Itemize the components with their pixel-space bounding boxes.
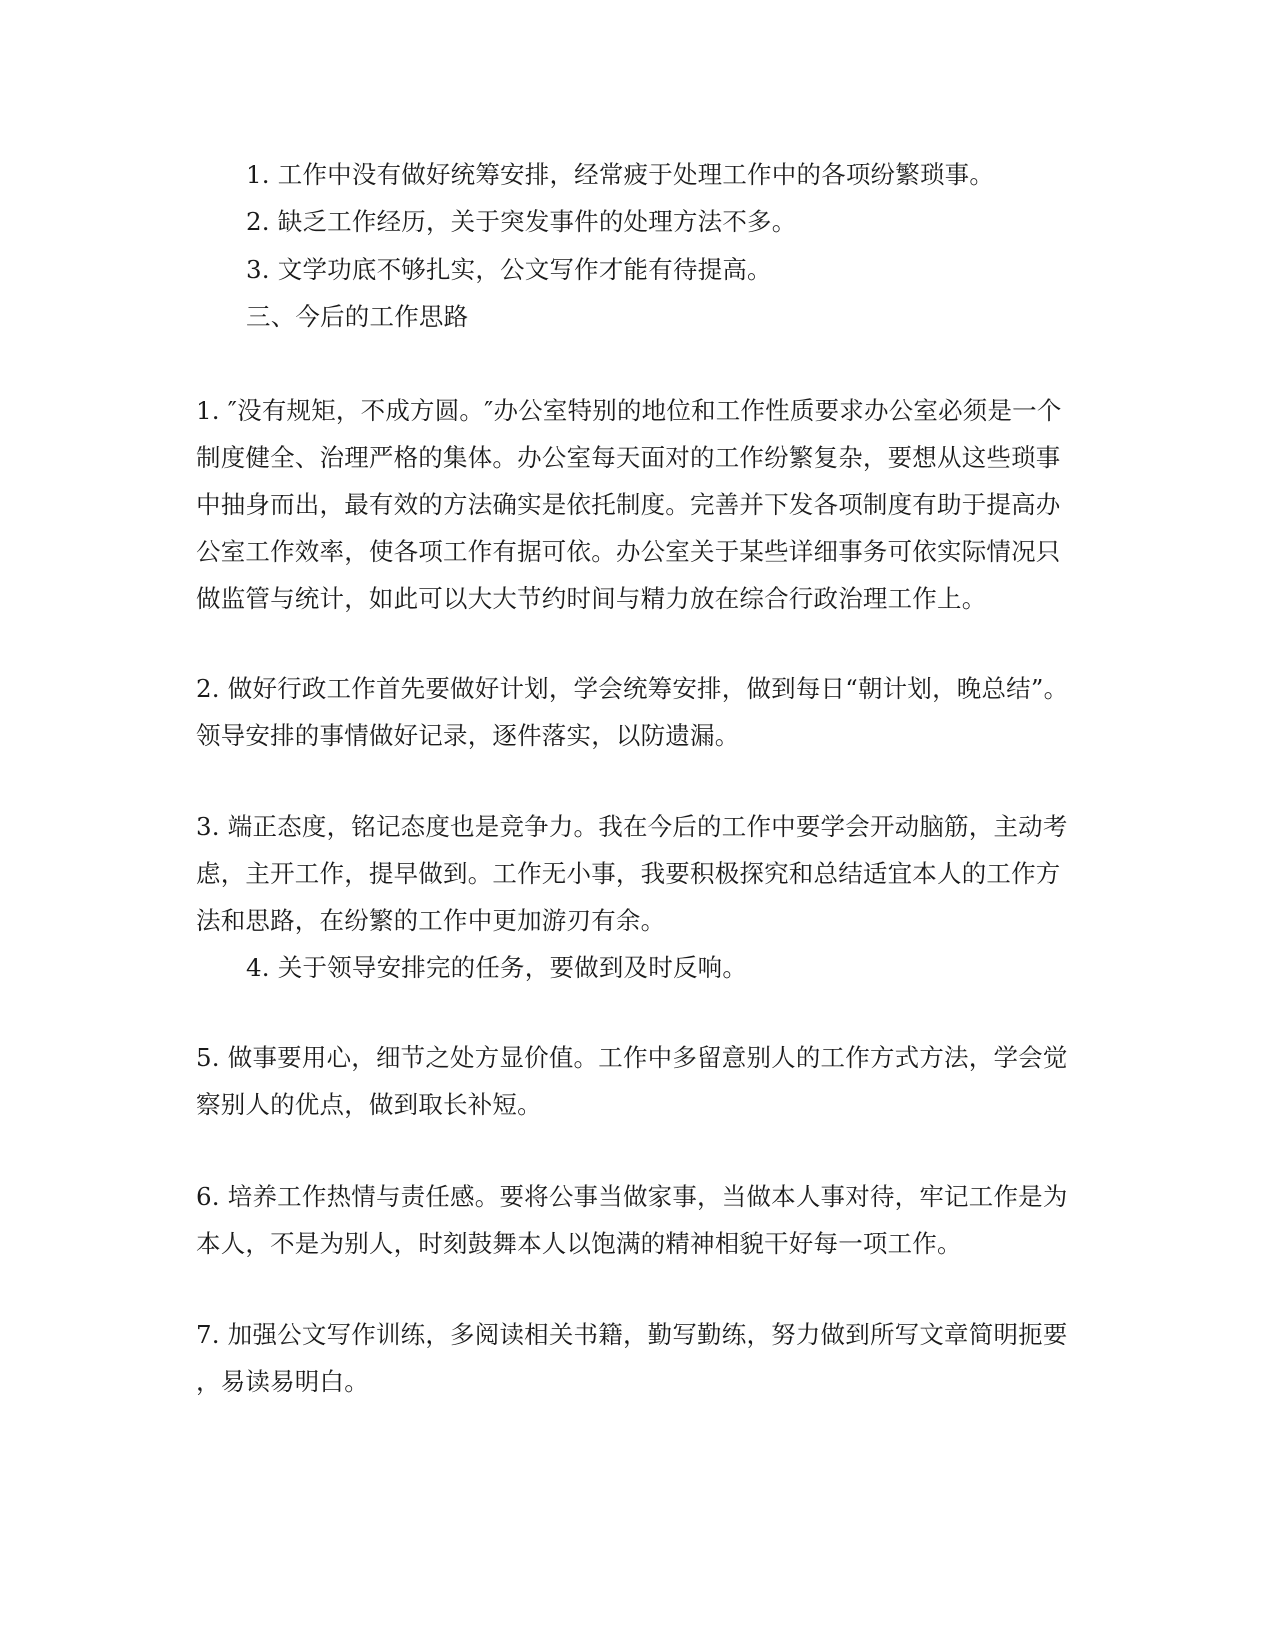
para5-line-1: 5. 做事要用心，细节之处方显价值。工作中多留意别人的工作方式方法，学会觉	[196, 1043, 1068, 1072]
para3-line-2: 虑，主开工作，提早做到。工作无小事，我要积极探究和总结适宜本人的工作方	[196, 859, 1061, 888]
para1-line-4: 公室工作效率，使各项工作有据可依。办公室关于某些详细事务可依实际情况只	[196, 537, 1061, 566]
para3-line-3: 法和思路，在纷繁的工作中更加游刃有余。	[196, 906, 666, 935]
para2-line-1: 2. 做好行政工作首先要做好计划，学会统筹安排，做到每日“朝计划，晚总结”。	[196, 674, 1069, 703]
para4-line-1: 4. 关于领导安排完的任务，要做到及时反响。	[246, 953, 748, 982]
problem-item-3: 3. 文学功底不够扎实，公文写作才能有待提高。	[246, 255, 772, 284]
para2-line-2: 领导安排的事情做好记录，逐件落实，以防遗漏。	[196, 721, 740, 750]
para7-line-2: ，易读易明白。	[196, 1367, 369, 1396]
para6-line-1: 6. 培养工作热情与责任感。要将公事当做家事，当做本人事对待，牢记工作是为	[196, 1182, 1068, 1211]
problem-item-2: 2. 缺乏工作经历，关于突发事件的处理方法不多。	[246, 207, 797, 236]
para1-line-3: 中抽身而出，最有效的方法确实是依托制度。完善并下发各项制度有助于提高办	[196, 490, 1061, 519]
problem-item-1: 1. 工作中没有做好统筹安排，经常疲于处理工作中的各项纷繁琐事。	[246, 160, 995, 189]
para6-line-2: 本人，不是为别人，时刻鼓舞本人以饱满的精神相貌干好每一项工作。	[196, 1229, 962, 1258]
para7-line-1: 7. 加强公文写作训练，多阅读相关书籍，勤写勤练，努力做到所写文章简明扼要	[196, 1320, 1068, 1349]
para1-line-5: 做监管与统计，如此可以大大节约时间与精力放在综合行政治理工作上。	[196, 584, 987, 613]
para3-line-1: 3. 端正态度，铭记态度也是竞争力。我在今后的工作中要学会开动脑筋，主动考	[196, 812, 1068, 841]
para1-line-2: 制度健全、治理严格的集体。办公室每天面对的工作纷繁复杂，要想从这些琐事	[196, 443, 1061, 472]
para5-line-2: 察别人的优点，做到取长补短。	[196, 1090, 542, 1119]
section-heading: 三、今后的工作思路	[246, 302, 469, 331]
para1-line-1: 1. ″没有规矩，不成方圆。″办公室特别的地位和工作性质要求办公室必须是一个	[196, 396, 1062, 425]
